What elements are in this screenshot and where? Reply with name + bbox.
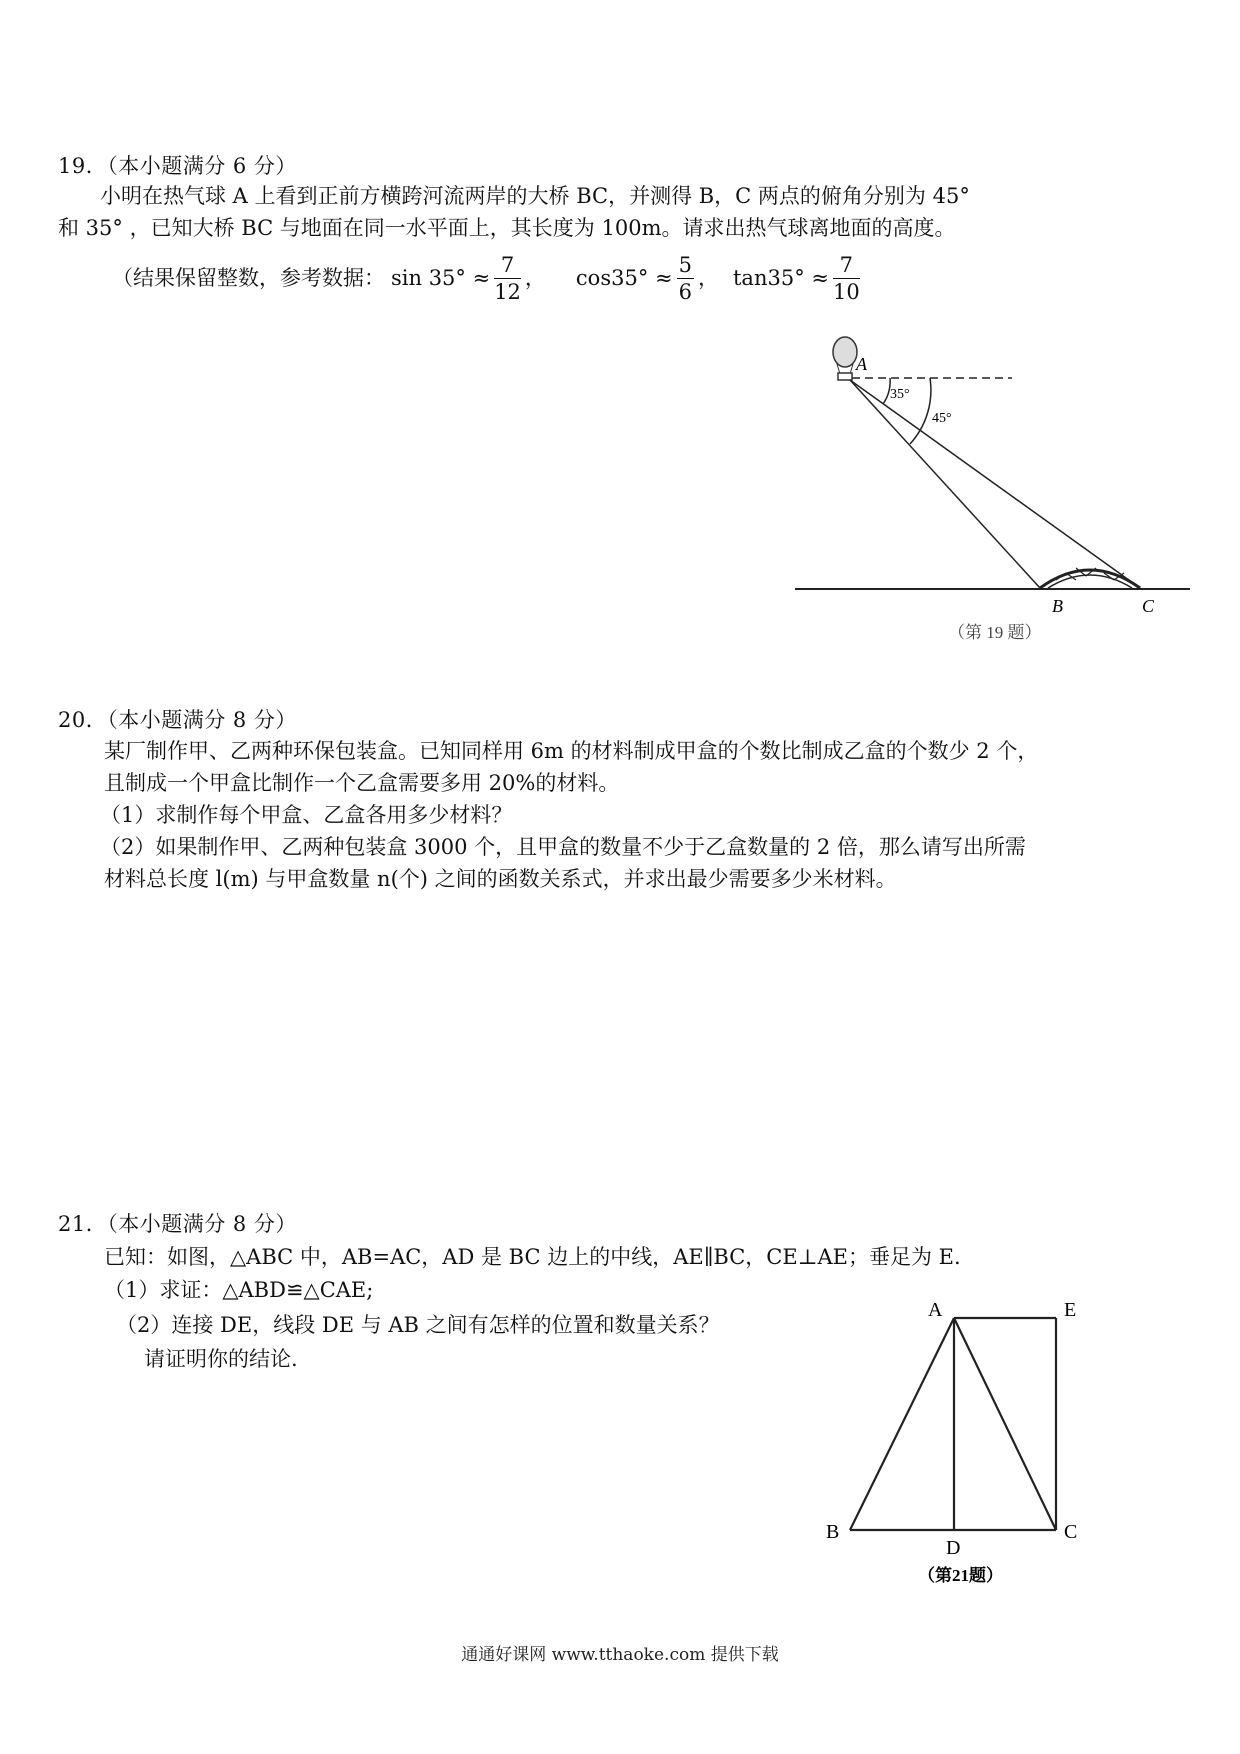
segment-ac xyxy=(954,1318,1056,1530)
q21-part2: （2）连接 DE，线段 DE 与 AB 之间有怎样的位置和数量关系？ xyxy=(116,1313,720,1337)
segment-ab xyxy=(850,1318,954,1530)
q19-sin-fraction xyxy=(494,252,521,305)
q19-tan-numerator: 7 xyxy=(833,252,860,279)
q21-label-d: D xyxy=(946,1537,961,1559)
q20-part1: （1）求制作每个甲盒、乙盒各用多少材料？ xyxy=(100,803,513,827)
q19-sin-denominator: 12 xyxy=(494,279,521,304)
q19-cos-denominator: 6 xyxy=(678,279,692,304)
q21-label-a: A xyxy=(928,1299,943,1321)
q19-ref-prefix: （结果保留整数，参考数据： xyxy=(112,266,385,290)
q21-line1: 已知：如图，△ABC 中，AB=AC，AD 是 BC 边上的中线，AE∥BC，CE⊥AE；垂足为 E. xyxy=(104,1245,961,1269)
q19-cos-label: cos35° ≈ xyxy=(575,266,673,290)
q19-tan-fraction xyxy=(833,252,860,305)
q19-sin-label: sin 35° ≈ xyxy=(391,266,491,290)
q21-figure xyxy=(820,1290,1080,1600)
q21-header: 21．（本小题满分 8 分） xyxy=(58,1212,297,1236)
q21-label-b: B xyxy=(826,1521,840,1543)
bridge-icon xyxy=(1040,568,1140,588)
sight-line-ac xyxy=(850,380,1140,588)
q19-reference-data xyxy=(112,248,864,308)
q21-part2-continued: 请证明你的结论. xyxy=(144,1347,298,1371)
q19-comma-2: ， xyxy=(697,266,719,290)
q20-line1: 某厂制作甲、乙两种环保包装盒。已知同样用 6m 的材料制成甲盒的个数比制成乙盒的个数少 2 个， xyxy=(104,739,1039,763)
q19-line1: 小明在热气球 A 上看到正前方横跨河流两岸的大桥 BC，并测得 B，C 两点的俯角分别为 45° xyxy=(100,184,970,208)
q19-label-b: B xyxy=(1052,596,1063,616)
q19-sin-numerator: 7 xyxy=(494,252,521,279)
q20-line2: 且制成一个甲盒比制作一个乙盒需要多用 20%的材料。 xyxy=(104,771,620,795)
q21-label-e: E xyxy=(1064,1299,1077,1321)
page-footer: 通通好课网 www.tthaoke.com 提供下载 xyxy=(461,1645,779,1665)
q20-header: 20．（本小题满分 8 分） xyxy=(58,708,297,732)
q19-angle-45-label: 45° xyxy=(932,411,952,426)
q21-part1: （1）求证：△ABD≌△CAE; xyxy=(104,1278,374,1302)
q19-cos-numerator: 5 xyxy=(678,252,692,277)
q21-label-c: C xyxy=(1064,1521,1078,1543)
q19-figure xyxy=(790,330,1200,650)
q21-figure-caption: （第21题） xyxy=(918,1566,1003,1585)
q19-comma-1: ， xyxy=(524,266,546,290)
q19-line2: 和 35° ，已知大桥 BC 与地面在同一水平面上，其长度为 100m。请求出热气球离地面的高度。 xyxy=(58,216,956,240)
q19-angle-35-label: 35° xyxy=(890,387,910,402)
q19-cos-fraction xyxy=(677,252,694,305)
q19-label-a: A xyxy=(856,354,867,374)
q19-header: 19．（本小题满分 6 分） xyxy=(58,154,297,178)
hot-air-balloon-icon xyxy=(833,337,857,380)
q19-tan-label: tan35° ≈ xyxy=(732,266,829,290)
q19-label-c: C xyxy=(1142,596,1155,616)
q20-part2-continued: 材料总长度 l(m) 与甲盒数量 n(个) 之间的函数关系式，并求出最少需要多少米材料。 xyxy=(104,867,897,891)
q19-figure-caption: （第 19 题） xyxy=(948,623,1042,642)
q19-tan-denominator: 10 xyxy=(832,279,860,304)
q20-part2: （2）如果制作甲、乙两种包装盒 3000 个，且甲盒的数量不少于乙盒数量的 2 倍，那么请写出所需 xyxy=(100,835,1026,859)
angle-arc-45 xyxy=(910,378,931,444)
